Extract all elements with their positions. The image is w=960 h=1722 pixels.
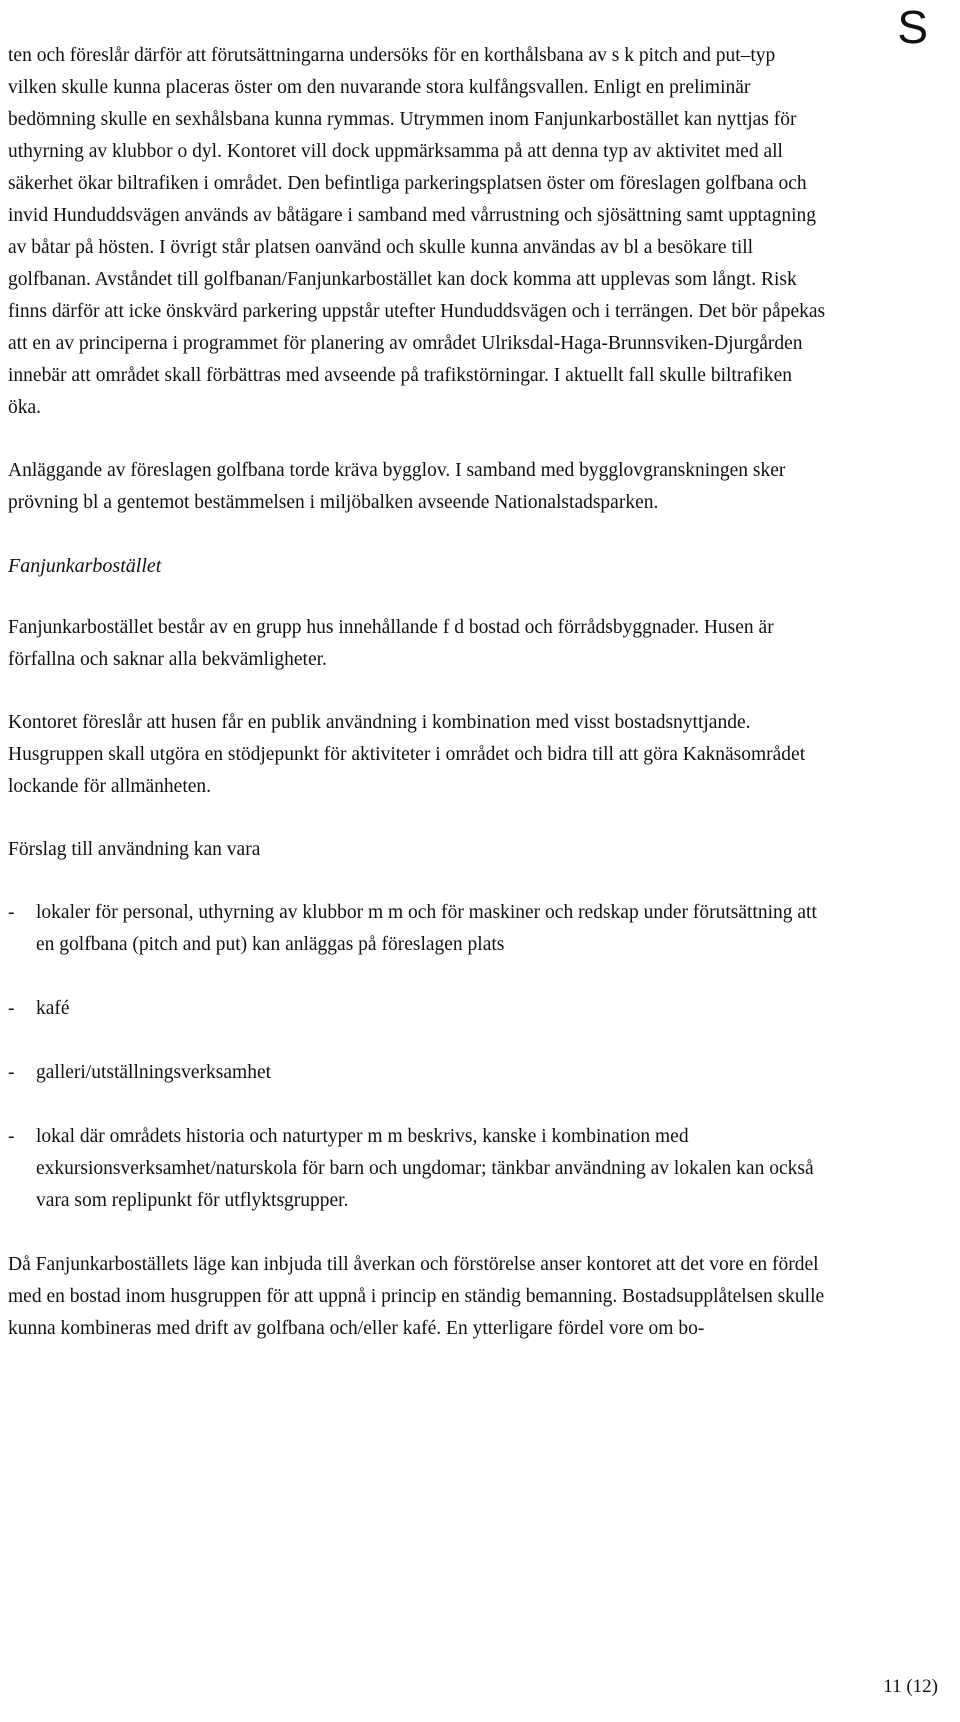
document-body bbox=[8, 40, 828, 1376]
paragraph-housing: Då Fanjunkarboställets läge kan inbjuda till åverkan och förstörelse anser kontoret att det vore en fördel med en bostad inom husgruppen för att uppnå i princip en ständig bemanning. Bostadsupplåtelsen skulle kunna kombineras med drift av golfbana och/eller kafé. En ytterligare fördel vore om bo- bbox=[8, 1254, 825, 1339]
list-item bbox=[8, 1121, 828, 1217]
header-mark: S bbox=[897, 1, 928, 53]
list-dash: - bbox=[8, 1126, 15, 1147]
section-heading: Fanjunkarbostället bbox=[8, 555, 162, 577]
paragraph-building-permit: Anläggande av föreslagen golfbana torde kräva bygglov. I samband med bygglovgranskningen sker prövning bl a gentemot bestämmelsen i miljöbalken avseende Nationalstadsparken. bbox=[8, 460, 786, 513]
paragraph-proposal-intro: Förslag till användning kan vara bbox=[8, 839, 261, 860]
list-item-text: kafé bbox=[36, 998, 70, 1019]
usage-proposal-list bbox=[8, 897, 828, 1217]
list-item bbox=[8, 993, 828, 1025]
paragraph-buildings-description: Fanjunkarbostället består av en grupp hus innehållande f d bostad och förrådsbyggnader. Husen är förfallna och saknar alla bekvämligheter. bbox=[8, 617, 774, 670]
list-dash: - bbox=[8, 902, 15, 923]
list-item bbox=[8, 1057, 828, 1089]
paragraph-public-use: Kontoret föreslår att husen får en publik användning i kombination med visst bostadsnyttjande. Husgruppen skall utgöra en stödjepunkt för aktiviteter i området och bidra till att göra Kaknäsområdet lockande för allmänheten. bbox=[8, 712, 806, 797]
list-item-text: lokaler för personal, uthyrning av klubbor m m och för maskiner och redskap under förutsättning att en golfbana (pitch and put) kan anläggas på föreslagen plats bbox=[36, 902, 817, 955]
list-dash: - bbox=[8, 1062, 15, 1083]
list-item bbox=[8, 897, 828, 961]
list-dash: - bbox=[8, 998, 15, 1019]
list-item-text: lokal där områdets historia och naturtyper m m beskrivs, kanske i kombination med exkursionsverksamhet/naturskola för barn och ungdomar; tänkbar användning av lokalen kan också vara som replipunkt för utflyktsgrupper. bbox=[36, 1126, 814, 1211]
page-number: 11 (12) bbox=[883, 1676, 938, 1697]
list-item-text: galleri/utställningsverksamhet bbox=[36, 1062, 272, 1083]
paragraph-golf-proposal: ten och föreslår därför att förutsättningarna undersöks för en korthålsbana av s k pitch and put–typ vilken skulle kunna placeras öster om den nuvarande stora kulfångsvallen. Enligt en preliminär bedömning skulle en sexhålsbana kunna rymmas. Utrymmen inom Fanjunkarbostället kan nyttjas för uthyrning av klubbor o dyl. Kontoret vill dock uppmärksamma på att denna typ av aktivitet med all säkerhet ökar biltrafiken i området. Den befintliga parkeringsplatsen öster om föreslagen golfbana och invid Hunduddsvägen används av båtägare i samband med vårrustning och sjösättning samt upptagning av båtar på hösten. I övrigt står platsen oanvänd och skulle kunna användas av bl a besökare till golfbanan. Avståndet till golfbanan/Fanjunkarbostället kan dock komma att upplevas som långt. Risk finns därför att icke önskvärd parkering uppstår utefter Hunduddsvägen och i terrängen. Det bör påpekas att en av principerna i programmet för planering av området Ulriksdal-Haga-Brunnsviken-Djurgården innebär att området skall förbättras med avseende på trafikstörningar. I aktuellt fall skulle biltrafiken öka. bbox=[8, 45, 826, 418]
